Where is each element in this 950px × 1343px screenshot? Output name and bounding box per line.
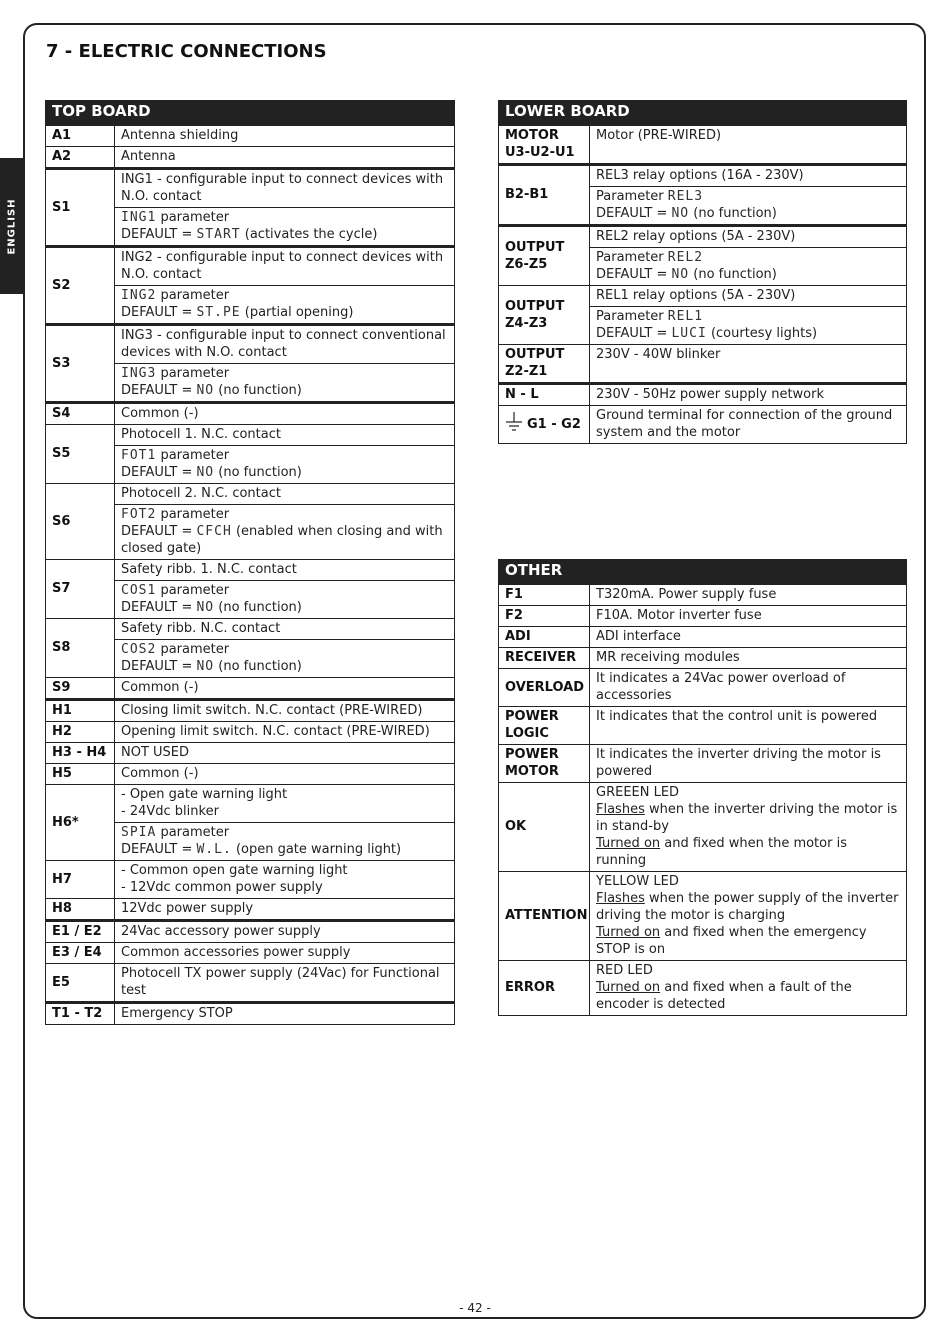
terminal-key: S3 (46, 325, 115, 403)
desc-line: - Common open gate warning light (121, 863, 348, 878)
default-display: NO (196, 600, 215, 615)
terminal-desc: Common (-) (115, 678, 455, 700)
param-word: Parameter (596, 189, 664, 204)
terminal-desc: Ground terminal for connection of the ground system and the motor (590, 406, 907, 444)
key-line: MOTOR (505, 128, 559, 143)
param-display: SPIA (121, 825, 157, 840)
table-row (46, 619, 455, 640)
top-board-header: TOP BOARD (46, 101, 455, 126)
default-label: DEFAULT = (121, 659, 193, 674)
default-note: (partial opening) (244, 305, 354, 320)
terminal-key: E1 / E2 (46, 921, 115, 943)
on-text: and fixed when the emergency STOP is on (596, 925, 867, 957)
default-note: (open gate warning light) (235, 842, 402, 857)
parameter-cell (115, 640, 455, 678)
key-line: POWER (505, 709, 559, 724)
terminal-key (499, 126, 590, 165)
terminal-desc (590, 783, 907, 872)
default-display: NO (196, 383, 215, 398)
parameter-cell (115, 581, 455, 619)
page-title: 7 - ELECTRIC CONNECTIONS (46, 41, 327, 62)
table-row (46, 560, 455, 581)
param-display: ING1 (121, 210, 157, 225)
table-row (46, 899, 455, 921)
default-label: DEFAULT = (121, 524, 193, 539)
terminal-key: H5 (46, 764, 115, 785)
terminal-desc: Motor (PRE-WIRED) (590, 126, 907, 165)
terminal-key: S9 (46, 678, 115, 700)
default-label: DEFAULT = (596, 267, 668, 282)
on-text: and fixed when the motor is running (596, 836, 847, 868)
terminal-key: A2 (46, 147, 115, 169)
desc-line: - Open gate warning light (121, 787, 288, 802)
table-row (499, 669, 907, 707)
terminal-desc: 12Vdc power supply (115, 899, 455, 921)
terminal-desc: Photocell 1. N.C. contact (115, 425, 455, 446)
terminal-desc: Safety ribb. N.C. contact (115, 619, 455, 640)
terminal-desc: Common accessories power supply (115, 943, 455, 964)
parameter-cell (115, 286, 455, 325)
table-row (499, 126, 907, 165)
param-display: ING2 (121, 288, 157, 303)
table-row (499, 406, 907, 444)
key-text: G1 - G2 (527, 416, 581, 432)
default-display: ST.PE (196, 305, 241, 320)
param-display: REL2 (667, 250, 704, 265)
terminal-key: OVERLOAD (499, 669, 590, 707)
default-note: (no function) (693, 267, 777, 282)
default-display: LUCI (671, 326, 707, 341)
table-row (499, 745, 907, 783)
terminal-key: RECEIVER (499, 648, 590, 669)
terminal-desc: Photocell TX power supply (24Vac) for Functional test (115, 964, 455, 1003)
table-row (46, 964, 455, 1003)
terminal-desc: 24Vac accessory power supply (115, 921, 455, 943)
terminal-key: T1 - T2 (46, 1003, 115, 1025)
terminal-key: S5 (46, 425, 115, 484)
terminal-key: H7 (46, 861, 115, 899)
default-note: (enabled when closing and with closed gate) (121, 524, 443, 556)
parameter-cell (115, 823, 455, 861)
table-row (46, 169, 455, 208)
terminal-key: A1 (46, 126, 115, 147)
terminal-desc: Antenna shielding (115, 126, 455, 147)
default-display: CFCH (196, 524, 232, 539)
default-label: DEFAULT = (121, 465, 193, 480)
terminal-desc: T320mA. Power supply fuse (590, 585, 907, 606)
led-name: YELLOW LED (596, 874, 679, 889)
terminal-key: H6* (46, 785, 115, 861)
terminal-key: E3 / E4 (46, 943, 115, 964)
default-label: DEFAULT = (121, 383, 193, 398)
table-row (499, 707, 907, 745)
terminal-desc (590, 872, 907, 961)
param-word: parameter (160, 825, 230, 840)
terminal-desc: It indicates a 24Vac power overload of accessories (590, 669, 907, 707)
terminal-desc: Closing limit switch. N.C. contact (PRE-WIRED) (115, 700, 455, 722)
table-row (46, 1003, 455, 1025)
terminal-key: ADI (499, 627, 590, 648)
table-row (46, 861, 455, 899)
terminal-key: S4 (46, 403, 115, 425)
key-line: MOTOR (505, 764, 559, 779)
table-row (46, 943, 455, 964)
lower-board-header: LOWER BOARD (499, 101, 907, 126)
param-word: parameter (160, 448, 230, 463)
terminal-key: F2 (499, 606, 590, 627)
terminal-desc: 230V - 50Hz power supply network (590, 384, 907, 406)
parameter-cell (115, 505, 455, 560)
terminal-key: F1 (499, 585, 590, 606)
param-word: parameter (160, 583, 230, 598)
param-word: Parameter (596, 250, 664, 265)
lower-board-table (498, 100, 907, 444)
default-note: (no function) (218, 659, 302, 674)
parameter-cell (115, 446, 455, 484)
parameter-cell (590, 248, 907, 286)
terminal-key (499, 406, 590, 444)
table-row (499, 585, 907, 606)
terminal-desc: It indicates the inverter driving the motor is powered (590, 745, 907, 783)
terminal-desc (115, 861, 455, 899)
default-display: NO (196, 465, 215, 480)
on-word: Turned on (596, 925, 661, 940)
other-table (498, 559, 907, 1016)
table-row (499, 384, 907, 406)
table-row (46, 678, 455, 700)
key-line: OUTPUT (505, 347, 565, 362)
param-display: COS2 (121, 642, 157, 657)
default-note: (no function) (218, 383, 302, 398)
table-row (46, 425, 455, 446)
flash-word: Flashes (596, 891, 645, 906)
terminal-key: E5 (46, 964, 115, 1003)
table-row (46, 764, 455, 785)
key-line: POWER (505, 747, 559, 762)
default-label: DEFAULT = (121, 842, 193, 857)
table-row (46, 126, 455, 147)
terminal-key: N - L (499, 384, 590, 406)
terminal-desc: ADI interface (590, 627, 907, 648)
parameter-cell (115, 364, 455, 403)
table-row (46, 325, 455, 364)
default-label: DEFAULT = (121, 600, 193, 615)
key-line: U3-U2-U1 (505, 145, 575, 160)
ground-icon (505, 411, 523, 438)
table-row (46, 722, 455, 743)
desc-line: - 12Vdc common power supply (121, 880, 323, 895)
terminal-key: S6 (46, 484, 115, 560)
table-row (499, 783, 907, 872)
param-word: parameter (160, 642, 230, 657)
default-note: (no function) (218, 600, 302, 615)
on-word: Turned on (596, 836, 661, 851)
terminal-desc: Emergency STOP (115, 1003, 455, 1025)
terminal-key: S2 (46, 247, 115, 325)
terminal-key (499, 745, 590, 783)
table-row (46, 743, 455, 764)
default-display: NO (671, 206, 690, 221)
terminal-key: H1 (46, 700, 115, 722)
top-board-table (45, 100, 455, 1025)
terminal-key: ERROR (499, 961, 590, 1016)
terminal-desc: ING2 - configurable input to connect devices with N.O. contact (115, 247, 455, 286)
param-word: Parameter (596, 309, 664, 324)
terminal-desc: ING3 - configurable input to connect conventional devices with N.O. contact (115, 325, 455, 364)
param-display: FOT2 (121, 507, 157, 522)
default-display: NO (671, 267, 690, 282)
terminal-desc: Antenna (115, 147, 455, 169)
table-row (499, 606, 907, 627)
terminal-key: B2-B1 (499, 165, 590, 226)
terminal-key: S8 (46, 619, 115, 678)
key-line: Z2-Z1 (505, 364, 548, 379)
key-line: OUTPUT (505, 298, 565, 314)
flash-word: Flashes (596, 802, 645, 817)
terminal-key: H3 - H4 (46, 743, 115, 764)
param-display: ING3 (121, 366, 157, 381)
desc-line: - 24Vdc blinker (121, 804, 219, 819)
terminal-desc: NOT USED (115, 743, 455, 764)
terminal-key: S1 (46, 169, 115, 247)
param-display: FOT1 (121, 448, 157, 463)
led-name: GREEEN LED (596, 785, 680, 800)
flash-text: when the inverter driving the motor is in stand-by (596, 802, 898, 834)
table-row (499, 165, 907, 187)
param-display: REL3 (667, 189, 704, 204)
terminal-key (499, 226, 590, 286)
terminal-key: S7 (46, 560, 115, 619)
default-note: (activates the cycle) (244, 227, 378, 242)
default-note: (courtesy lights) (710, 326, 818, 341)
page-number: - 42 - (459, 1301, 491, 1315)
table-row (46, 147, 455, 169)
default-label: DEFAULT = (596, 326, 668, 341)
parameter-cell (590, 187, 907, 226)
table-row (46, 484, 455, 505)
param-display: COS1 (121, 583, 157, 598)
terminal-desc: ING1 - configurable input to connect devices with N.O. contact (115, 169, 455, 208)
terminal-key (499, 707, 590, 745)
table-row (46, 700, 455, 722)
on-word: Turned on (596, 980, 661, 995)
terminal-desc: 230V - 40W blinker (590, 345, 907, 384)
table-row (46, 785, 455, 823)
terminal-desc: MR receiving modules (590, 648, 907, 669)
table-row (46, 247, 455, 286)
default-note: (no function) (218, 465, 302, 480)
language-tab (0, 158, 24, 294)
terminal-desc (590, 961, 907, 1016)
default-label: DEFAULT = (121, 227, 193, 242)
terminal-desc: F10A. Motor inverter fuse (590, 606, 907, 627)
default-display: START (196, 227, 241, 242)
terminal-key (499, 286, 590, 345)
on-text: and fixed when a fault of the encoder is detected (596, 980, 852, 1012)
param-word: parameter (160, 288, 230, 303)
terminal-key: OK (499, 783, 590, 872)
terminal-desc: Opening limit switch. N.C. contact (PRE-WIRED) (115, 722, 455, 743)
terminal-desc: REL2 relay options (5A - 230V) (590, 226, 907, 248)
other-header: OTHER (499, 560, 907, 585)
terminal-desc: Common (-) (115, 403, 455, 425)
table-row (499, 627, 907, 648)
table-row (499, 286, 907, 307)
terminal-desc: It indicates that the control unit is powered (590, 707, 907, 745)
key-line: LOGIC (505, 726, 549, 741)
param-word: parameter (160, 366, 230, 381)
table-row (499, 961, 907, 1016)
param-word: parameter (160, 210, 230, 225)
table-row (499, 226, 907, 248)
terminal-key (499, 345, 590, 384)
default-note: (no function) (693, 206, 777, 221)
terminal-desc: Safety ribb. 1. N.C. contact (115, 560, 455, 581)
led-name: RED LED (596, 963, 653, 978)
default-display: W.L. (196, 842, 232, 857)
table-row (499, 345, 907, 384)
default-label: DEFAULT = (596, 206, 668, 221)
table-row (46, 921, 455, 943)
language-tab-label: ENGLISH (6, 197, 18, 255)
table-row (499, 648, 907, 669)
terminal-key: ATTENTION (499, 872, 590, 961)
terminal-desc: Photocell 2. N.C. contact (115, 484, 455, 505)
key-line: Z4-Z3 (505, 315, 548, 331)
table-row (46, 403, 455, 425)
default-display: NO (196, 659, 215, 674)
key-line: Z6-Z5 (505, 256, 548, 272)
terminal-key: H2 (46, 722, 115, 743)
terminal-desc (115, 785, 455, 823)
default-label: DEFAULT = (121, 305, 193, 320)
param-display: REL1 (667, 309, 704, 324)
key-line: OUTPUT (505, 239, 565, 255)
terminal-desc: REL3 relay options (16A - 230V) (590, 165, 907, 187)
parameter-cell (590, 307, 907, 345)
table-row (499, 872, 907, 961)
flash-text: when the power supply of the inverter driving the motor is charging (596, 891, 899, 923)
terminal-desc: REL1 relay options (5A - 230V) (590, 286, 907, 307)
parameter-cell (115, 208, 455, 247)
param-word: parameter (160, 507, 230, 522)
terminal-desc: Common (-) (115, 764, 455, 785)
terminal-key: H8 (46, 899, 115, 921)
